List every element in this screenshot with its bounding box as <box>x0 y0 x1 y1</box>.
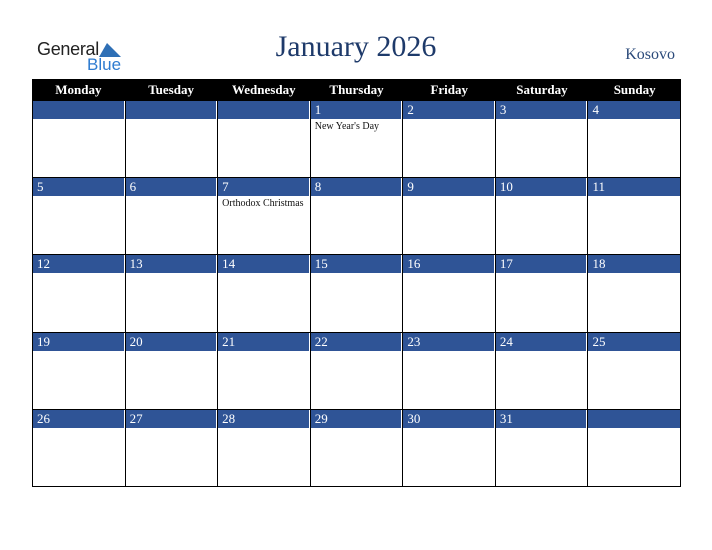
day-number: 15 <box>311 255 403 273</box>
calendar-day-cell <box>311 333 404 410</box>
day-number: 12 <box>33 255 125 273</box>
calendar-day-cell <box>403 178 496 255</box>
day-number: 27 <box>126 410 218 428</box>
day-number: 11 <box>588 178 680 196</box>
holiday-label <box>311 273 403 277</box>
calendar-day-cell <box>311 410 404 487</box>
calendar-week-row <box>32 101 681 178</box>
day-number: 1 <box>311 101 403 119</box>
weekday-header: Wednesday <box>232 82 296 97</box>
holiday-label <box>588 351 680 355</box>
calendar-day-cell <box>588 333 681 410</box>
holiday-label <box>126 196 218 200</box>
logo-text-general: General <box>37 39 99 59</box>
calendar-week-row <box>32 255 681 332</box>
day-number: 26 <box>33 410 125 428</box>
day-number: 13 <box>126 255 218 273</box>
weekday-header-row <box>32 79 681 101</box>
calendar-day-cell <box>126 255 219 332</box>
holiday-label <box>126 428 218 432</box>
day-number: 18 <box>588 255 680 273</box>
calendar-day-cell <box>588 178 681 255</box>
day-number: 5 <box>33 178 125 196</box>
holiday-label <box>33 428 125 432</box>
weekday-header: Sunday <box>613 82 656 97</box>
calendar-day-cell <box>403 410 496 487</box>
calendar-day-cell <box>32 333 126 410</box>
calendar-day-cell <box>126 410 219 487</box>
holiday-label <box>496 196 588 200</box>
day-number <box>126 101 218 119</box>
holiday-label: Orthodox Christmas <box>222 198 304 210</box>
holiday-label <box>496 119 588 123</box>
calendar-day-cell <box>32 101 126 178</box>
holiday-label <box>496 428 588 432</box>
calendar-grid <box>32 79 681 487</box>
day-number: 7 <box>218 178 310 196</box>
holiday-label <box>311 351 403 355</box>
day-number <box>33 101 125 119</box>
day-number: 23 <box>403 333 495 351</box>
holiday-label <box>218 273 310 277</box>
holiday-label <box>126 273 218 277</box>
holiday-label <box>588 196 680 200</box>
holiday-label <box>33 119 125 123</box>
day-number: 30 <box>403 410 495 428</box>
day-number: 20 <box>126 333 218 351</box>
calendar-day-cell <box>218 255 311 332</box>
calendar-day-cell <box>32 178 126 255</box>
calendar-day-cell <box>126 101 219 178</box>
holiday-label <box>588 428 680 432</box>
holiday-label <box>218 119 310 123</box>
calendar-day-cell <box>496 101 589 178</box>
calendar-day-cell <box>218 101 311 178</box>
day-number: 31 <box>496 410 588 428</box>
holiday-label: New Year's Day <box>314 121 380 132</box>
weekday-header: Thursday <box>329 82 384 97</box>
weekday-header: Saturday <box>516 82 568 97</box>
day-number: 17 <box>496 255 588 273</box>
holiday-label <box>33 273 125 277</box>
calendar-day-cell <box>403 255 496 332</box>
calendar-day-cell <box>403 101 496 178</box>
calendar-day-cell <box>32 410 126 487</box>
logo-text-blue: Blue <box>87 55 122 74</box>
holiday-label <box>218 428 310 432</box>
holiday-label <box>33 196 125 200</box>
calendar-day-cell <box>126 333 219 410</box>
day-number <box>588 410 680 428</box>
holiday-label <box>33 351 125 355</box>
calendar-week-row <box>32 333 681 410</box>
day-number: 29 <box>311 410 403 428</box>
day-number: 28 <box>218 410 310 428</box>
calendar-day-cell <box>311 101 404 178</box>
holiday-label <box>496 273 588 277</box>
holiday-label <box>311 428 403 432</box>
calendar-day-cell <box>32 255 126 332</box>
day-number: 24 <box>496 333 588 351</box>
calendar-day-cell <box>588 410 681 487</box>
calendar-day-cell <box>218 410 311 487</box>
country-label: Kosovo <box>625 46 675 63</box>
day-number: 8 <box>311 178 403 196</box>
day-number: 3 <box>496 101 588 119</box>
calendar-week-row <box>32 410 681 487</box>
calendar-day-cell <box>126 178 219 255</box>
day-number: 19 <box>33 333 125 351</box>
calendar-title: January 2026 <box>275 30 437 63</box>
calendar-day-cell <box>218 178 311 255</box>
day-number: 10 <box>496 178 588 196</box>
day-number: 21 <box>218 333 310 351</box>
holiday-label <box>403 351 495 355</box>
calendar-day-cell <box>311 178 404 255</box>
calendar-day-cell <box>588 101 681 178</box>
calendar-day-cell <box>588 255 681 332</box>
holiday-label <box>588 273 680 277</box>
weekday-header: Friday <box>430 82 469 97</box>
holiday-label <box>218 351 310 355</box>
holiday-label <box>403 273 495 277</box>
calendar-day-cell <box>496 410 589 487</box>
calendar-day-cell <box>496 178 589 255</box>
calendar-day-cell <box>496 333 589 410</box>
holiday-label <box>403 428 495 432</box>
holiday-label <box>126 351 218 355</box>
holiday-label <box>496 351 588 355</box>
holiday-label <box>403 196 495 200</box>
holiday-label <box>403 119 495 123</box>
day-number: 4 <box>588 101 680 119</box>
day-number: 6 <box>126 178 218 196</box>
day-number: 9 <box>403 178 495 196</box>
day-number <box>218 101 310 119</box>
weekday-header: Monday <box>55 82 102 97</box>
day-number: 2 <box>403 101 495 119</box>
holiday-label <box>311 196 403 200</box>
calendar-day-cell <box>496 255 589 332</box>
calendar-day-cell <box>311 255 404 332</box>
weekday-header: Tuesday <box>148 82 194 97</box>
calendar-day-cell <box>403 333 496 410</box>
day-number: 16 <box>403 255 495 273</box>
calendar-day-cell <box>218 333 311 410</box>
day-number: 25 <box>588 333 680 351</box>
day-number: 22 <box>311 333 403 351</box>
day-number: 14 <box>218 255 310 273</box>
holiday-label <box>126 119 218 123</box>
week-divider <box>32 486 681 487</box>
calendar-week-row <box>32 178 681 255</box>
holiday-label <box>588 119 680 123</box>
